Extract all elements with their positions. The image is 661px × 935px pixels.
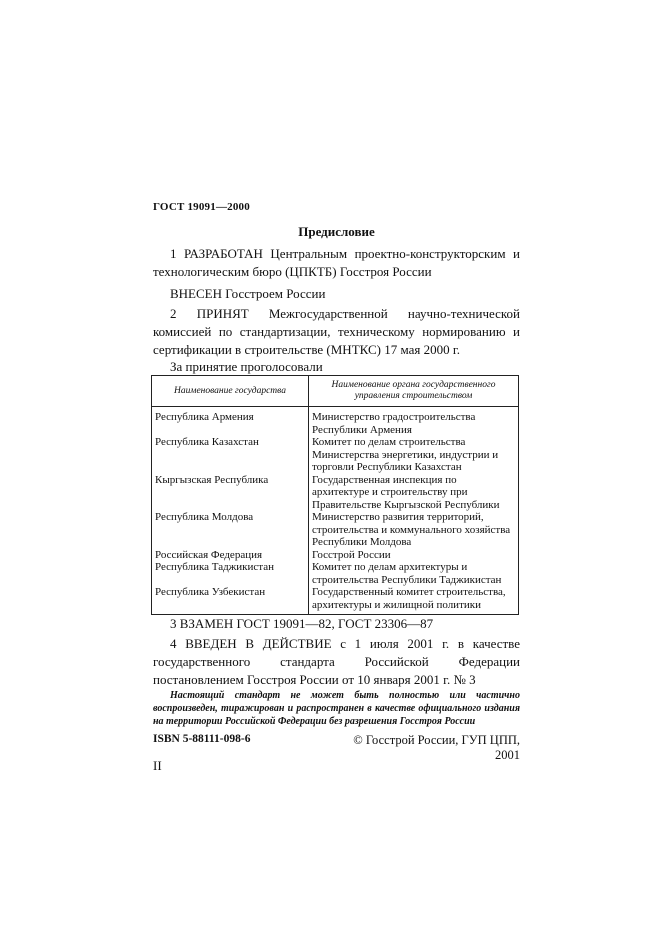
introduced-text: ВНЕСЕН Госстроем России — [170, 286, 326, 301]
table-row — [152, 511, 519, 549]
paragraph-replaces — [153, 615, 520, 633]
state-cell: Кыргызская Республика — [152, 474, 309, 512]
table-row — [152, 586, 519, 615]
document-code: ГОСТ 19091—2000 — [153, 201, 250, 213]
isbn: ISBN 5-88111-098-6 — [153, 733, 251, 745]
paragraph-effective — [153, 635, 520, 689]
paragraph-developed — [153, 245, 520, 281]
developed-text: 1 РАЗРАБОТАН Центральным проектно-конструкторским и технологическим бюро (ЦПКТБ) Госстроя России — [153, 246, 520, 279]
page-title: Предисловие — [298, 224, 375, 239]
body-cell: Государственная инспекция по архитектуре и строительству при Правительстве Кыргызской Республики — [309, 474, 519, 512]
table-row — [152, 436, 519, 474]
copyright-line: © Госстрой России, ГУП ЦПП, 2001 — [353, 733, 520, 762]
state-cell: Республика Казахстан — [152, 436, 309, 474]
copyright-notice — [153, 689, 520, 728]
table-row — [152, 407, 519, 437]
body-cell: Министерство градостроительства Республики Армения — [309, 407, 519, 437]
state-cell: Республика Молдова — [152, 511, 309, 549]
table-row — [152, 549, 519, 562]
column-header-state: Наименование государства — [152, 376, 309, 407]
adopted-text: 2 ПРИНЯТ Межгосударственной научно-технической комиссией по стандартизации, техническому нормированию и сертификации в строительстве (МНТКС) 17 мая 2000 г. — [153, 306, 520, 357]
table-header-row — [152, 376, 519, 407]
column-header-body: Наименование органа государственного управления строительством — [309, 376, 519, 407]
body-cell: Госстрой России — [309, 549, 519, 562]
state-cell: Республика Армения — [152, 407, 309, 437]
page-number: II — [153, 758, 162, 773]
effective-text: 4 ВВЕДЕН В ДЕЙСТВИЕ с 1 июля 2001 г. в качестве государственного стандарта Российской Федерации постановлением Госстроя России от 10 января 2001 г. № 3 — [153, 636, 520, 687]
table-row — [152, 561, 519, 586]
state-cell: Республика Узбекистан — [152, 586, 309, 615]
state-cell: Республика Таджикистан — [152, 561, 309, 586]
replaces-text: 3 ВЗАМЕН ГОСТ 19091—82, ГОСТ 23306—87 — [170, 616, 434, 631]
paragraph-introduced — [153, 285, 520, 303]
voting-states-table — [151, 375, 519, 615]
notice-text: Настоящий стандарт не может быть полностью или частично воспроизведен, тиражирован и распространен в качестве официального издания на территории Российской Федерации без разрешения Госстроя России — [153, 690, 520, 727]
state-cell: Российская Федерация — [152, 549, 309, 562]
paragraph-adopted — [153, 305, 520, 359]
body-cell: Комитет по делам архитектуры и строительства Республики Таджикистан — [309, 561, 519, 586]
body-cell: Министерство развития территорий, строительства и коммунального хозяйства Республики Молдова — [309, 511, 519, 549]
vote-caption: За принятие проголосовали — [170, 359, 323, 374]
table-row — [152, 474, 519, 512]
body-cell: Государственный комитет строительства, архитектуры и жилищной политики — [309, 586, 519, 615]
body-cell: Комитет по делам строительства Министерства энергетики, индустрии и торговли Республики Казахстан — [309, 436, 519, 474]
